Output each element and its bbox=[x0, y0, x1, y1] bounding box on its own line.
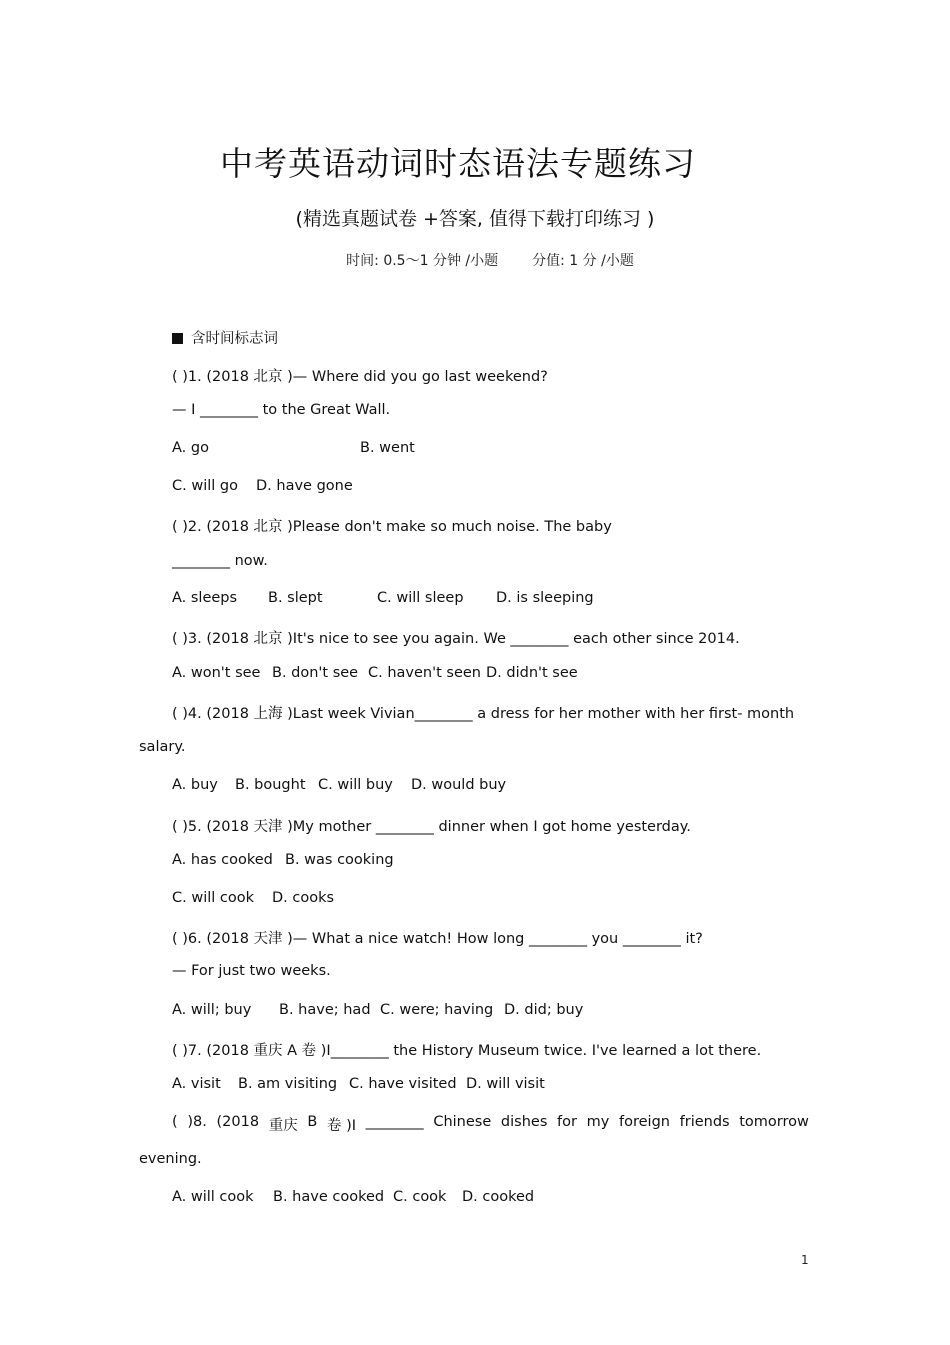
score-info: 分值: 1 分 /小题 bbox=[532, 253, 634, 269]
question-5-options-row-2 bbox=[172, 890, 334, 906]
question-7-options bbox=[172, 1076, 545, 1092]
stem-word: for bbox=[557, 1114, 577, 1130]
option-b: B. have cooked bbox=[273, 1189, 385, 1205]
section-heading bbox=[172, 327, 278, 348]
question-2-options bbox=[172, 590, 594, 606]
stem-word: foreign bbox=[619, 1114, 670, 1130]
option-b: B. bought bbox=[235, 777, 306, 793]
question-8-stem-continued: evening. bbox=[139, 1151, 202, 1167]
stem-word: 卷 )I bbox=[326, 1118, 357, 1134]
time-info: 时间: 0.5～1 分钟 /小题 bbox=[346, 253, 499, 269]
stem-word: B bbox=[307, 1114, 318, 1130]
option-a: A. go bbox=[172, 440, 209, 456]
stem-word: ________ bbox=[365, 1114, 424, 1130]
option-a: A. has cooked bbox=[172, 852, 273, 868]
option-b: B. am visiting bbox=[238, 1076, 338, 1092]
option-c: C. will buy bbox=[318, 777, 393, 793]
option-d: D. didn't see bbox=[486, 665, 578, 681]
question-5-options-row-1 bbox=[172, 852, 394, 868]
page-subtitle: (精选真题试卷 +答案, 值得下载打印练习 ) bbox=[295, 208, 655, 230]
option-d: D. did; buy bbox=[504, 1002, 584, 1018]
option-c: C. cook bbox=[393, 1189, 447, 1205]
square-bullet-icon bbox=[172, 333, 183, 344]
question-6-stem-continued: — For just two weeks. bbox=[172, 963, 331, 979]
option-a: A. won't see bbox=[172, 665, 261, 681]
stem-word: (2018 bbox=[216, 1114, 260, 1130]
question-1-options-row-2 bbox=[172, 478, 353, 494]
option-a: A. will; buy bbox=[172, 1002, 252, 1018]
page-number: 1 bbox=[801, 1253, 809, 1267]
question-8-stem bbox=[172, 1114, 809, 1135]
question-4-options bbox=[172, 777, 506, 793]
stem-word: )8. bbox=[187, 1114, 207, 1130]
option-c: C. will cook bbox=[172, 890, 255, 906]
option-b: B. don't see bbox=[272, 665, 359, 681]
option-a: A. sleeps bbox=[172, 590, 238, 606]
option-a: A. buy bbox=[172, 777, 218, 793]
stem-word: 重庆 bbox=[268, 1118, 298, 1134]
question-5-stem: ( )5. (2018 天津 )My mother ________ dinner when I got home yesterday. bbox=[172, 819, 691, 835]
page-title: 中考英语动词时态语法专题练习 bbox=[220, 144, 696, 183]
question-2-stem: ( )2. (2018 北京 )Please don't make so much noise. The baby bbox=[172, 519, 612, 535]
option-d: D. cooks bbox=[272, 890, 335, 906]
stem-word: my bbox=[586, 1114, 610, 1130]
question-1-stem-continued: — I ________ to the Great Wall. bbox=[172, 402, 391, 418]
option-c: C. will go bbox=[172, 478, 238, 494]
question-8-options bbox=[172, 1189, 534, 1205]
option-c: C. will sleep bbox=[377, 590, 464, 606]
option-c: C. were; having bbox=[380, 1002, 494, 1018]
option-b: B. went bbox=[360, 440, 415, 456]
stem-word: tomorrow bbox=[739, 1114, 809, 1130]
question-4-stem-continued: salary. bbox=[139, 739, 186, 755]
option-c: C. haven't seen bbox=[368, 665, 481, 681]
question-3-options bbox=[172, 665, 578, 681]
question-4-stem: ( )4. (2018 上海 )Last week Vivian________ a dress for her mother with her first- month bbox=[172, 706, 795, 722]
question-2-stem-continued: ________ now. bbox=[172, 553, 268, 569]
stem-word: Chinese bbox=[433, 1114, 492, 1130]
option-b: B. was cooking bbox=[285, 852, 394, 868]
stem-word: friends bbox=[679, 1114, 730, 1130]
question-7-stem: ( )7. (2018 重庆 A 卷 )I________ the History Museum twice. I've learned a lot there. bbox=[172, 1043, 762, 1059]
stem-word: ( bbox=[172, 1114, 178, 1130]
question-3-stem: ( )3. (2018 北京 )It's nice to see you again. We ________ each other since 2014. bbox=[172, 631, 740, 647]
section-label: 含时间标志词 bbox=[191, 331, 278, 347]
option-b: B. slept bbox=[268, 590, 323, 606]
time-score-info bbox=[0, 250, 950, 270]
option-a: A. will cook bbox=[172, 1189, 254, 1205]
question-6-stem: ( )6. (2018 天津 )— What a nice watch! How long ________ you ________ it? bbox=[172, 931, 703, 947]
option-b: B. have; had bbox=[279, 1002, 371, 1018]
option-d: D. cooked bbox=[462, 1189, 535, 1205]
stem-word: dishes bbox=[500, 1114, 548, 1130]
option-d: D. is sleeping bbox=[496, 590, 594, 606]
question-1-stem: ( )1. (2018 北京 )— Where did you go last weekend? bbox=[172, 369, 548, 385]
option-d: D. will visit bbox=[466, 1076, 545, 1092]
option-d: D. would buy bbox=[411, 777, 507, 793]
option-d: D. have gone bbox=[256, 478, 353, 494]
question-1-options-row-1 bbox=[172, 440, 415, 456]
question-6-options bbox=[172, 1002, 583, 1018]
option-a: A. visit bbox=[172, 1076, 221, 1092]
option-c: C. have visited bbox=[349, 1076, 457, 1092]
